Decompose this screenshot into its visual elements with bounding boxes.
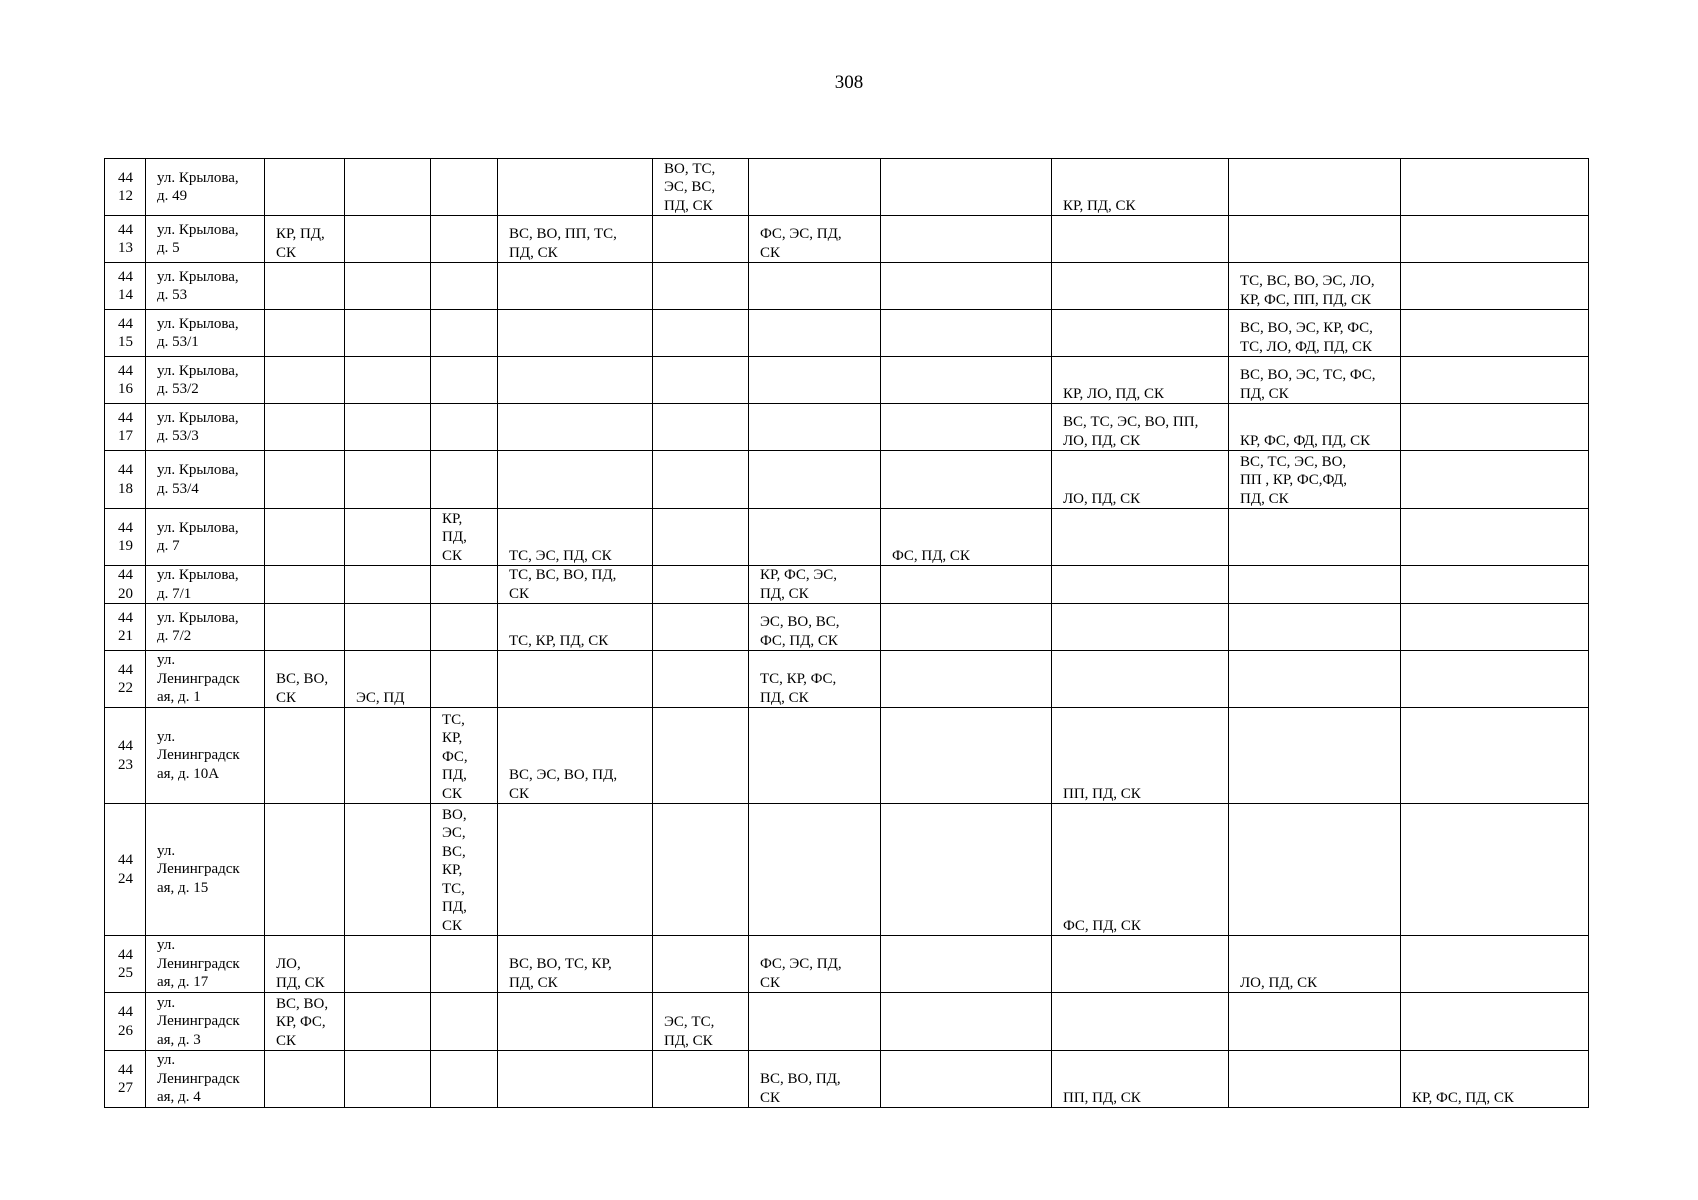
row-number-part: 44 — [118, 946, 133, 963]
work-codes-cell: ВС, ВО, ЭС, КР, ФС, ТС, ЛО, ФД, ПД, СК — [1229, 310, 1401, 357]
work-codes-cell — [881, 804, 1052, 936]
work-codes-cell: ВС, ЭС, ВО, ПД, СК — [498, 708, 653, 804]
work-codes-cell — [1052, 310, 1229, 357]
work-codes-cell — [345, 509, 431, 566]
work-codes-cell — [749, 263, 881, 310]
address-cell: ул. Крылова, д. 53/1 — [146, 310, 265, 357]
row-number — [105, 804, 146, 936]
work-codes-cell — [345, 159, 431, 216]
work-codes-cell — [498, 993, 653, 1051]
row-number — [105, 604, 146, 651]
work-codes-cell — [881, 936, 1052, 993]
work-codes-cell — [431, 216, 498, 263]
work-codes-cell — [1052, 604, 1229, 651]
work-codes-cell — [498, 310, 653, 357]
work-codes-cell — [749, 159, 881, 216]
row-number-part: 44 — [118, 221, 133, 238]
work-codes-cell: КР, ФС, ПД, СК — [1401, 1051, 1589, 1108]
work-codes-cell — [498, 651, 653, 708]
row-number — [105, 357, 146, 404]
row-number-part: 12 — [118, 188, 133, 204]
row-number-part: 19 — [118, 538, 133, 554]
work-codes-cell: ВС, ВО, ПД, СК — [749, 1051, 881, 1108]
work-codes-cell — [265, 1051, 345, 1108]
work-codes-cell — [1401, 310, 1589, 357]
work-codes-cell — [498, 404, 653, 451]
work-codes-cell — [653, 604, 749, 651]
work-codes-cell — [881, 310, 1052, 357]
address-cell: ул. Ленинградск ая, д. 17 — [146, 936, 265, 993]
row-number-part: 44 — [118, 409, 133, 426]
work-codes-cell: ЛО, ПД, СК — [1052, 451, 1229, 509]
work-codes-cell: ВО, ЭС, ВС, КР, ТС, ПД, СК — [431, 804, 498, 936]
work-codes-cell — [881, 216, 1052, 263]
row-number — [105, 310, 146, 357]
address-cell: ул. Крылова, д. 5 — [146, 216, 265, 263]
work-codes-cell — [1229, 509, 1401, 566]
row-number-part: 44 — [118, 738, 133, 754]
work-codes-cell: ЛО, ПД, СК — [1229, 936, 1401, 993]
row-number — [105, 216, 146, 263]
row-number-part: 18 — [118, 480, 133, 497]
work-codes-cell — [881, 357, 1052, 404]
address-cell: ул. Крылова, д. 53/4 — [146, 451, 265, 509]
address-cell: ул. Ленинградск ая, д. 15 — [146, 804, 265, 936]
work-codes-cell — [653, 651, 749, 708]
table-row — [105, 1051, 1589, 1108]
work-codes-cell: ТС, КР, ФС, ПД, СК — [749, 651, 881, 708]
work-codes-cell — [265, 263, 345, 310]
work-codes-cell — [1401, 604, 1589, 651]
work-codes-cell — [749, 404, 881, 451]
row-number — [105, 708, 146, 804]
row-number — [105, 651, 146, 708]
work-codes-cell: ТС, КР, ФС, ПД, СК — [431, 708, 498, 804]
work-codes-cell — [1052, 216, 1229, 263]
work-codes-cell — [653, 263, 749, 310]
work-codes-cell — [1229, 651, 1401, 708]
work-codes-cell: ВО, ТС, ЭС, ВС, ПД, СК — [653, 159, 749, 216]
work-codes-cell — [265, 404, 345, 451]
work-codes-cell — [653, 451, 749, 509]
work-codes-cell — [431, 566, 498, 604]
address-cell: ул. Ленинградск ая, д. 1 — [146, 651, 265, 708]
work-codes-cell — [431, 404, 498, 451]
row-number-part: 23 — [118, 756, 133, 773]
work-codes-cell — [498, 451, 653, 509]
address-cell: ул. Крылова, д. 53/3 — [146, 404, 265, 451]
work-codes-cell — [881, 651, 1052, 708]
work-codes-cell — [498, 159, 653, 216]
work-codes-cell — [345, 1051, 431, 1108]
work-codes-cell — [1229, 708, 1401, 804]
work-codes-cell — [265, 357, 345, 404]
work-codes-cell — [1401, 509, 1589, 566]
work-codes-cell — [1401, 404, 1589, 451]
work-codes-cell — [265, 566, 345, 604]
row-number — [105, 566, 146, 604]
work-codes-cell — [345, 404, 431, 451]
work-codes-cell — [431, 263, 498, 310]
work-codes-cell — [1229, 993, 1401, 1051]
work-codes-cell: ВС, ВО, ТС, КР, ПД, СК — [498, 936, 653, 993]
row-number-part: 15 — [118, 334, 133, 350]
work-codes-cell — [653, 804, 749, 936]
work-codes-cell — [1401, 263, 1589, 310]
work-codes-cell — [265, 604, 345, 651]
work-codes-cell: ЭС, ПД — [345, 651, 431, 708]
work-codes-cell — [1401, 804, 1589, 936]
work-codes-cell — [1229, 566, 1401, 604]
work-codes-cell — [345, 936, 431, 993]
work-codes-cell — [749, 451, 881, 509]
address-cell: ул. Крылова, д. 53 — [146, 263, 265, 310]
work-codes-cell — [431, 310, 498, 357]
work-codes-cell: КР, ПД, СК — [1052, 159, 1229, 216]
work-codes-cell — [881, 993, 1052, 1051]
work-codes-cell — [431, 1051, 498, 1108]
work-codes-cell: ВС, ВО, КР, ФС, СК — [265, 993, 345, 1051]
work-codes-cell — [1052, 566, 1229, 604]
work-codes-cell — [265, 708, 345, 804]
row-number-part: 13 — [118, 240, 133, 256]
row-number-part: 44 — [118, 462, 133, 478]
row-number-part: 22 — [118, 680, 133, 696]
work-codes-cell: ТС, ВС, ВО, ЭС, ЛО, КР, ФС, ПП, ПД, СК — [1229, 263, 1401, 310]
row-number-part: 17 — [118, 428, 133, 444]
work-codes-cell — [265, 509, 345, 566]
work-codes-cell — [345, 804, 431, 936]
row-number — [105, 1051, 146, 1108]
work-codes-cell — [881, 1051, 1052, 1108]
address-cell: ул. Крылова, д. 49 — [146, 159, 265, 216]
work-codes-cell — [1052, 509, 1229, 566]
row-number-part: 26 — [118, 1022, 133, 1039]
work-codes-cell: ТС, ЭС, ПД, СК — [498, 509, 653, 566]
work-codes-cell — [653, 404, 749, 451]
work-codes-cell — [881, 604, 1052, 651]
address-cell: ул. Ленинградск ая, д. 3 — [146, 993, 265, 1051]
work-codes-cell — [265, 159, 345, 216]
work-codes-cell — [498, 263, 653, 310]
table-row — [105, 357, 1589, 404]
work-codes-cell — [1229, 159, 1401, 216]
table-row — [105, 604, 1589, 651]
work-codes-cell — [881, 451, 1052, 509]
row-number-part: 44 — [118, 567, 133, 583]
work-codes-cell — [431, 159, 498, 216]
row-number-part: 44 — [118, 609, 133, 626]
work-codes-cell — [498, 357, 653, 404]
row-number-part: 27 — [118, 1080, 133, 1096]
work-codes-cell — [345, 604, 431, 651]
work-codes-cell — [653, 357, 749, 404]
work-codes-cell — [431, 604, 498, 651]
work-codes-cell — [345, 993, 431, 1051]
work-codes-cell — [881, 263, 1052, 310]
work-codes-cell — [1401, 216, 1589, 263]
work-codes-cell: ТС, ВС, ВО, ПД, СК — [498, 566, 653, 604]
row-number — [105, 404, 146, 451]
work-codes-cell — [345, 357, 431, 404]
row-number — [105, 159, 146, 216]
row-number-part: 44 — [118, 519, 133, 536]
row-number-part: 24 — [118, 870, 133, 887]
work-codes-cell — [1401, 159, 1589, 216]
work-codes-cell — [881, 159, 1052, 216]
table-row — [105, 310, 1589, 357]
row-number-part: 44 — [118, 852, 133, 868]
work-codes-cell — [653, 1051, 749, 1108]
row-number — [105, 451, 146, 509]
row-number-part: 44 — [118, 1061, 133, 1078]
work-codes-cell — [1229, 216, 1401, 263]
work-codes-cell: КР, ФС, ЭС, ПД, СК — [749, 566, 881, 604]
row-number-part: 14 — [118, 287, 133, 303]
row-number — [105, 993, 146, 1051]
work-codes-cell: ЛО, ПД, СК — [265, 936, 345, 993]
address-cell: ул. Крылова, д. 7/2 — [146, 604, 265, 651]
address-cell: ул. Ленинградск ая, д. 10А — [146, 708, 265, 804]
work-codes-cell: ПП, ПД, СК — [1052, 708, 1229, 804]
work-codes-cell — [1052, 263, 1229, 310]
table-row — [105, 451, 1589, 509]
work-codes-cell — [1229, 604, 1401, 651]
data-table — [104, 158, 1589, 1108]
work-codes-cell — [881, 708, 1052, 804]
work-codes-cell: ПП, ПД, СК — [1052, 1051, 1229, 1108]
work-codes-cell — [653, 708, 749, 804]
work-codes-cell — [881, 404, 1052, 451]
row-number-part: 16 — [118, 381, 133, 397]
row-number-part: 44 — [118, 661, 133, 678]
work-codes-cell — [1401, 936, 1589, 993]
work-codes-cell — [345, 566, 431, 604]
work-codes-cell — [749, 357, 881, 404]
work-codes-cell — [431, 651, 498, 708]
work-codes-cell — [1401, 651, 1589, 708]
work-codes-cell: КР, ПД, СК — [431, 509, 498, 566]
work-codes-cell: КР, ЛО, ПД, СК — [1052, 357, 1229, 404]
work-codes-cell: ФС, ЭС, ПД, СК — [749, 936, 881, 993]
work-codes-cell: ФС, ПД, СК — [1052, 804, 1229, 936]
work-codes-cell — [1401, 708, 1589, 804]
work-codes-cell — [265, 804, 345, 936]
table-row — [105, 804, 1589, 936]
table-row — [105, 509, 1589, 566]
work-codes-cell: ВС, ТС, ЭС, ВО, ПП, ЛО, ПД, СК — [1052, 404, 1229, 451]
work-codes-cell — [345, 451, 431, 509]
work-codes-cell — [653, 566, 749, 604]
row-number-part: 44 — [118, 169, 133, 186]
work-codes-cell — [431, 357, 498, 404]
row-number — [105, 936, 146, 993]
work-codes-cell — [1401, 993, 1589, 1051]
work-codes-cell — [1401, 566, 1589, 604]
row-number — [105, 263, 146, 310]
work-codes-cell: ВС, ВО, ЭС, ТС, ФС, ПД, СК — [1229, 357, 1401, 404]
work-codes-cell — [1229, 804, 1401, 936]
row-number-part: 44 — [118, 268, 133, 285]
work-codes-cell — [265, 310, 345, 357]
work-codes-cell — [881, 566, 1052, 604]
work-codes-cell — [431, 993, 498, 1051]
row-number-part: 44 — [118, 315, 133, 332]
address-cell: ул. Крылова, д. 7 — [146, 509, 265, 566]
row-number-part: 21 — [118, 628, 133, 644]
row-number-part: 44 — [118, 1004, 133, 1020]
work-codes-cell — [345, 263, 431, 310]
row-number-part: 25 — [118, 965, 133, 981]
address-cell: ул. Крылова, д. 53/2 — [146, 357, 265, 404]
table-row — [105, 159, 1589, 216]
table-row — [105, 993, 1589, 1051]
work-codes-cell — [653, 216, 749, 263]
work-codes-cell — [431, 936, 498, 993]
table-row — [105, 651, 1589, 708]
work-codes-cell: ТС, КР, ПД, СК — [498, 604, 653, 651]
work-codes-cell — [1401, 357, 1589, 404]
work-codes-cell — [265, 451, 345, 509]
work-codes-cell — [749, 310, 881, 357]
work-codes-cell: ФС, ЭС, ПД, СК — [749, 216, 881, 263]
table-row — [105, 708, 1589, 804]
work-codes-cell: ЭС, ВО, ВС, ФС, ПД, СК — [749, 604, 881, 651]
work-codes-cell — [345, 310, 431, 357]
row-number-part: 44 — [118, 362, 133, 379]
work-codes-cell — [749, 993, 881, 1051]
work-codes-cell: КР, ФС, ФД, ПД, СК — [1229, 404, 1401, 451]
work-codes-cell — [749, 708, 881, 804]
work-codes-cell — [1052, 993, 1229, 1051]
row-number-part: 20 — [118, 585, 133, 602]
table-row — [105, 404, 1589, 451]
work-codes-cell — [1052, 651, 1229, 708]
table-body — [105, 159, 1589, 1108]
work-codes-cell — [653, 936, 749, 993]
work-codes-cell: ЭС, ТС, ПД, СК — [653, 993, 749, 1051]
address-cell: ул. Ленинградск ая, д. 4 — [146, 1051, 265, 1108]
work-codes-cell: ВС, ВО, СК — [265, 651, 345, 708]
work-codes-cell — [653, 310, 749, 357]
work-codes-cell: ВС, ВО, ПП, ТС, ПД, СК — [498, 216, 653, 263]
work-codes-cell — [1052, 936, 1229, 993]
work-codes-cell: КР, ПД, СК — [265, 216, 345, 263]
work-codes-cell — [749, 804, 881, 936]
table-row — [105, 936, 1589, 993]
address-cell: ул. Крылова, д. 7/1 — [146, 566, 265, 604]
row-number — [105, 509, 146, 566]
work-codes-cell — [653, 509, 749, 566]
work-codes-cell — [498, 1051, 653, 1108]
work-codes-cell: ВС, ТС, ЭС, ВО, ПП , КР, ФС,ФД, ПД, СК — [1229, 451, 1401, 509]
work-codes-cell — [749, 509, 881, 566]
work-codes-cell — [345, 708, 431, 804]
page-number: 308 — [834, 72, 864, 93]
work-codes-cell — [1229, 1051, 1401, 1108]
work-codes-cell: ФС, ПД, СК — [881, 509, 1052, 566]
table-row — [105, 263, 1589, 310]
work-codes-cell — [431, 451, 498, 509]
table-row — [105, 216, 1589, 263]
work-codes-cell — [498, 804, 653, 936]
work-codes-cell — [345, 216, 431, 263]
table-row — [105, 566, 1589, 604]
work-codes-cell — [1401, 451, 1589, 509]
